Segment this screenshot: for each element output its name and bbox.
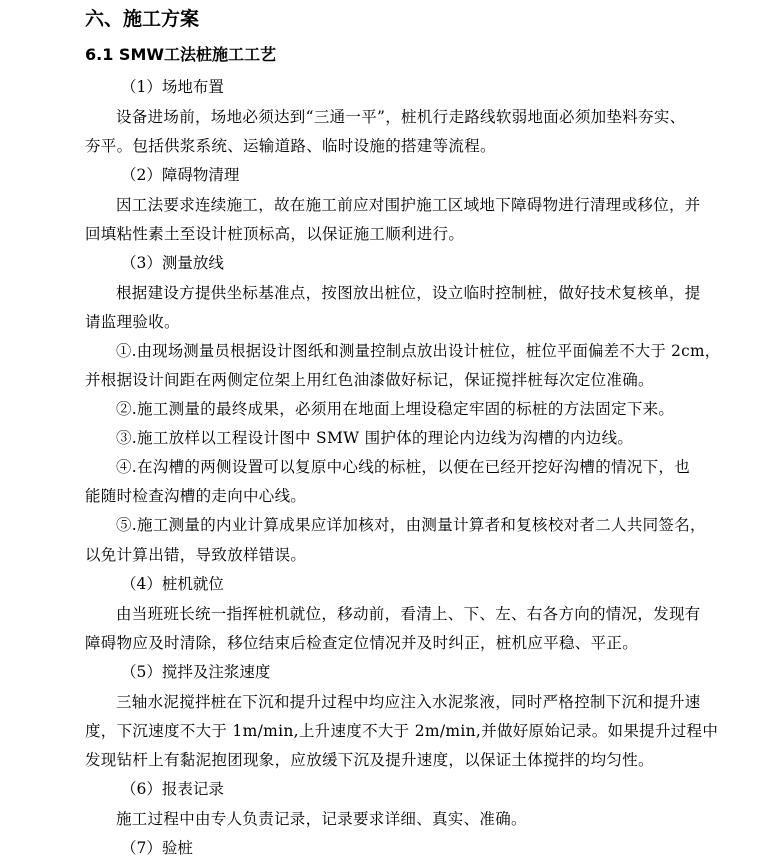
item-6-line-1: 施工过程中由专人负责记录，记录要求详细、真实、准确。 bbox=[116, 810, 527, 828]
item-4-line-1: 由当班班长统一指挥桩机就位，移动前，看清上、下、左、右各方向的情况，发现有 bbox=[116, 605, 701, 623]
item-6-heading: （6）报表记录 bbox=[121, 780, 224, 798]
item-3-heading: （3）测量放线 bbox=[121, 254, 224, 272]
item-3-line-10: 以免计算出错，导致放样错误。 bbox=[85, 546, 307, 564]
item-5-line-2: 度，下沉速度不大于 1m/min,上升速度不大于 2m/min,并做好原始记录。如果提升过程中 bbox=[85, 722, 719, 740]
item-3-line-5: ②.施工测量的最终成果，必须用在地面上埋设稳定牢固的标桩的方法固定下来。 bbox=[116, 400, 675, 418]
item-5-heading: （5）搅拌及注浆速度 bbox=[121, 663, 271, 681]
item-7-heading: （7）验桩 bbox=[121, 839, 193, 857]
item-3-line-1: 根据建设方提供坐标基准点，按图放出桩位，设立临时控制桩，做好技术复核单，提 bbox=[116, 284, 701, 302]
item-5-line-1: 三轴水泥搅拌桩在下沉和提升过程中均应注入水泥浆液，同时严格控制下沉和提升速 bbox=[116, 693, 701, 711]
item-3-line-4: 并根据设计间距在两侧定位架上用红色油漆做好标记，保证搅拌桩每次定位准确。 bbox=[85, 371, 654, 389]
item-3-line-3: ①.由现场测量员根据设计图纸和测量控制点放出设计桩位，桩位平面偏差不大于 2cm， bbox=[116, 342, 721, 360]
item-3-line-2: 请监理验收。 bbox=[85, 313, 180, 331]
item-3-line-7: ④.在沟槽的两侧设置可以复原中心线的标桩，以便在已经开挖好沟槽的情况下，也 bbox=[116, 458, 691, 476]
item-4-heading: （4）桩机就位 bbox=[121, 575, 224, 593]
subsection-title: 6.1 SMW工法桩施工工艺 bbox=[85, 45, 277, 64]
item-1-line-1: 设备进场前，场地必须达到“三通一平”，桩机行走路线软弱地面必须加垫料夯实、 bbox=[116, 108, 686, 126]
item-5-line-3: 发现钻杆上有黏泥抱团现象，应放缓下沉及提升速度，以保证土体搅拌的均匀性。 bbox=[85, 751, 654, 769]
item-1-line-2: 夯平。包括供浆系统、运输道路、临时设施的搭建等流程。 bbox=[85, 137, 496, 155]
item-2-heading: （2）障碍物清理 bbox=[121, 166, 240, 184]
item-3-line-9: ⑤.施工测量的内业计算成果应详加核对，由测量计算者和复核校对者二人共同签名， bbox=[116, 516, 706, 534]
item-2-line-1: 因工法要求连续施工，故在施工前应对围护施工区域地下障碍物进行清理或移位，并 bbox=[116, 196, 701, 214]
section-title: 六、施工方案 bbox=[85, 8, 200, 30]
item-2-line-2: 回填粘性素土至设计桩顶标高，以保证施工顺利进行。 bbox=[85, 225, 465, 243]
item-1-heading: （1）场地布置 bbox=[121, 78, 224, 96]
item-3-line-8: 能随时检查沟槽的走向中心线。 bbox=[85, 487, 307, 505]
item-4-line-2: 障碍物应及时清除，移位结束后检查定位情况并及时纠正，桩机应平稳、平正。 bbox=[85, 634, 639, 652]
item-3-line-6: ③.施工放样以工程设计图中 SMW 围护体的理论内边线为沟槽的内边线。 bbox=[116, 429, 634, 447]
